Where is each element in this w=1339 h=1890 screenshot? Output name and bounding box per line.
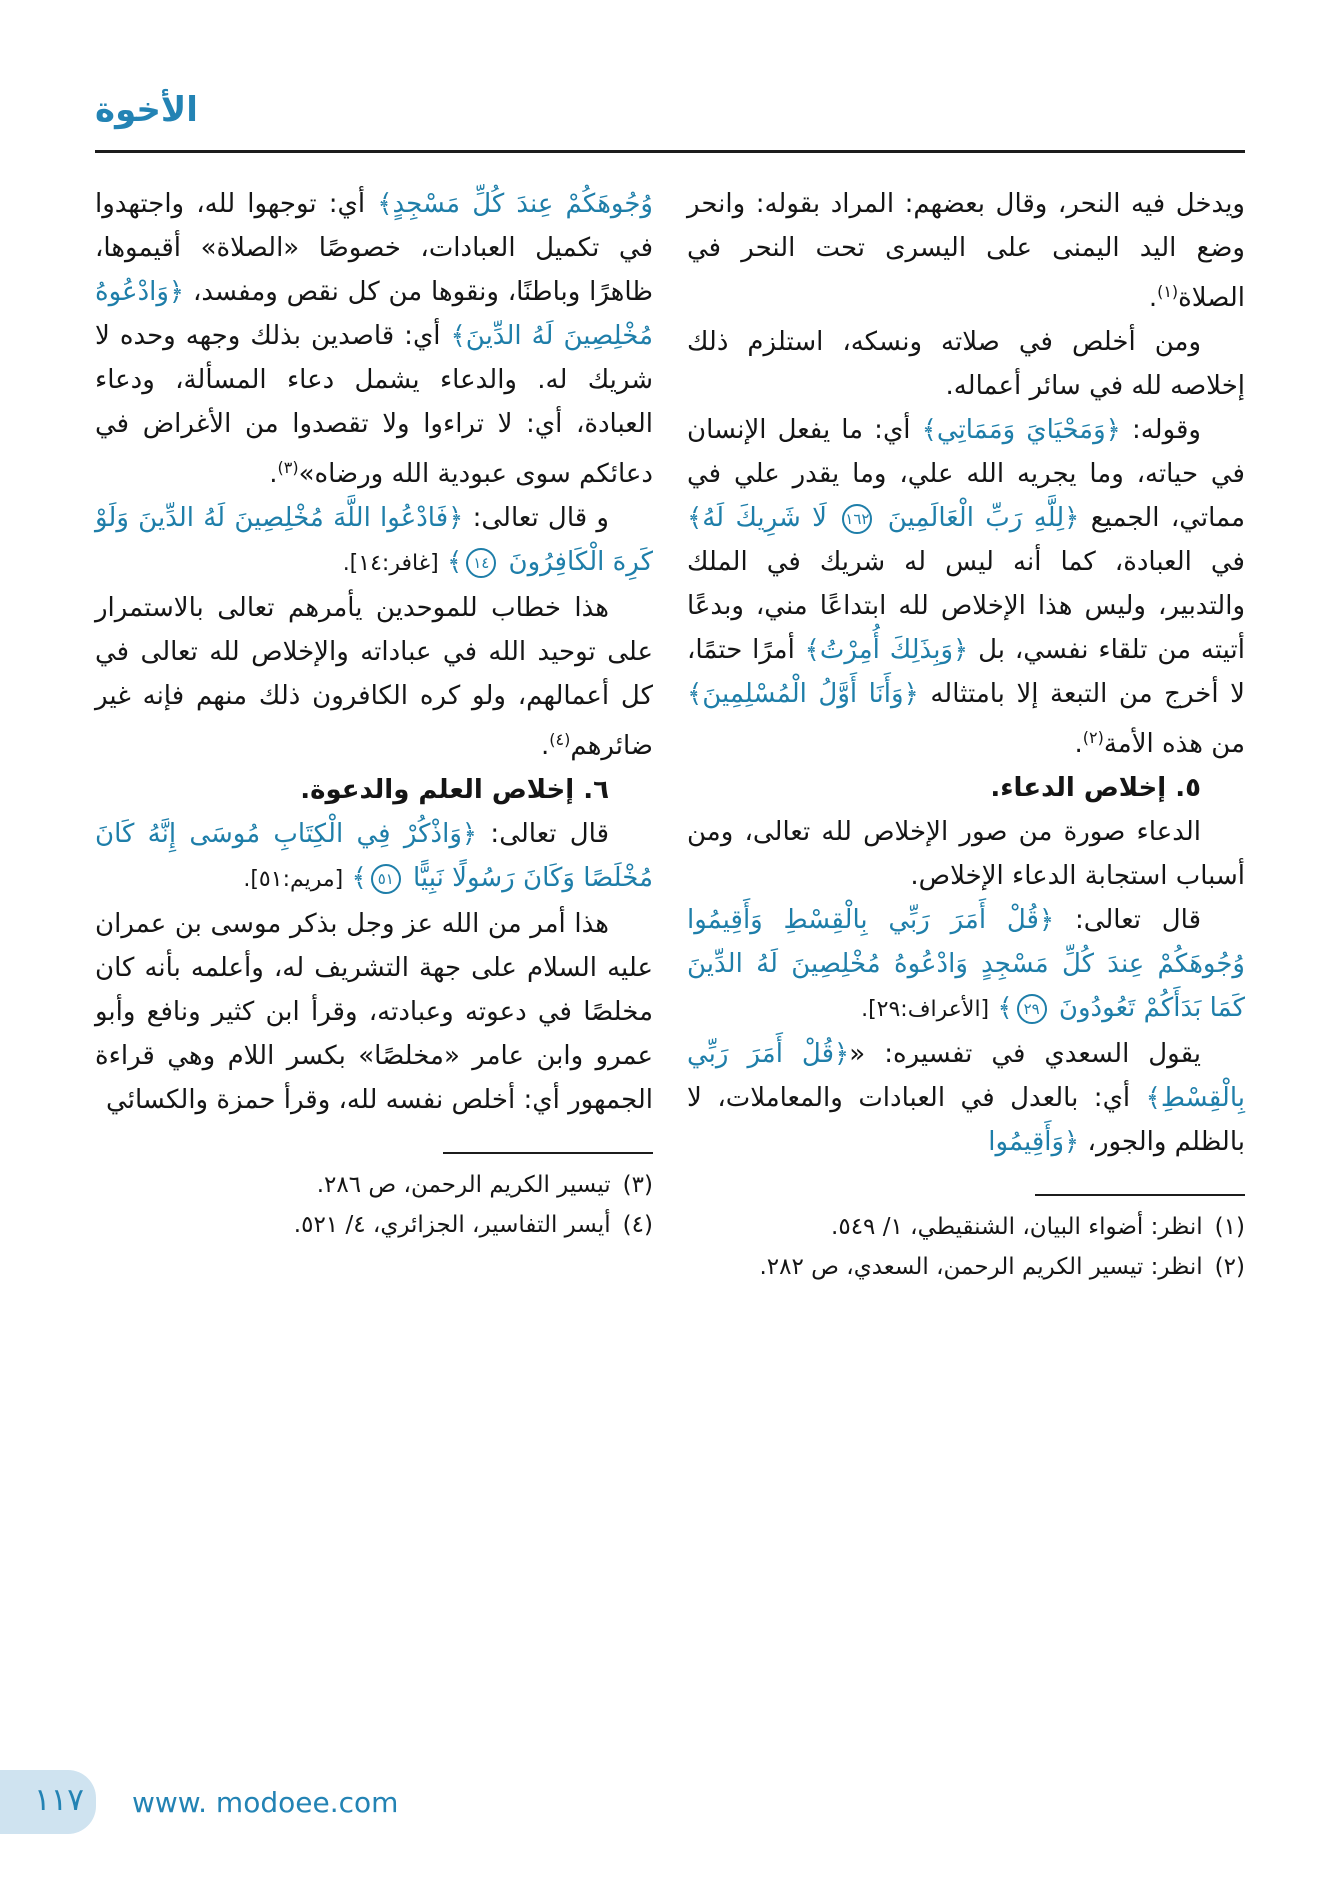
footnote-text: انظر: تيسير الكريم الرحمن، السعدي، ص ٢٨٢. (759, 1254, 1203, 1280)
text-run: هذا أمر من الله عز وجل بذكر موسى بن عمران عليه السلام على جهة التشريف له، وأعلمه بأنه كان مخلصًا في دعوته وعبادته، وقرأ ابن كثير ونافع وأبو عمرو وابن عامر «مخلصًا» بكسر اللام وهي قراءة الجمهور أي: أخلص نفسه لله، وقرأ حمزة والكسائي (95, 909, 653, 1115)
ayah-number: ٢٩ (1017, 994, 1047, 1024)
text-run: أمرًا حتمًا، لا أخرج من التبعة إلا بامتثاله (687, 635, 1245, 709)
text-run: . (541, 731, 550, 761)
paragraph (687, 898, 1245, 1032)
footnote-marker: (٣) (277, 458, 299, 477)
text-run: أي: قاصدين بذلك وجهه وحده لا شريك له. والدعاء يشمل دعاء المسألة، ودعاء العبادة، أي: لا تراءوا ولا تقصدوا من الأغراض في دعائكم سوى عبودية الله ورضاه» (95, 321, 653, 489)
section-heading (95, 768, 653, 812)
text-run (343, 863, 351, 893)
text-run: هذا خطاب للموحدين يأمرهم تعالى بالاستمرار على توحيد الله في عباداته والإخلاص لله تعالى في كل أعمالهم، ولو كره الكافرون ذلك منهم فإنه غير ضائرهم (95, 593, 653, 761)
footnote-marker: (٤) (549, 730, 571, 749)
footnote (95, 1166, 653, 1204)
page-number: ١١٧ (34, 1782, 84, 1818)
text-run: الدعاء صورة من صور الإخلاص لله تعالى، ومن أسباب استجابة الدعاء الإخلاص. (687, 817, 1245, 891)
quran-verse: ﴿وَادْعُوهُ مُخْلِصِينَ لَهُ الدِّينَ﴾ (95, 277, 653, 351)
quran-verse: ﴾ (351, 863, 367, 893)
text-run: ومن أخلص في صلاته ونسكه، استلزم ذلك إخلاصه لله في سائر أعماله. (687, 327, 1245, 401)
quran-verse: ﴿وَأَقِيمُوا (988, 1127, 1080, 1157)
column-body (687, 182, 1245, 1164)
footnote (95, 1206, 653, 1244)
footnote-number: (٢) (1214, 1254, 1245, 1280)
quran-verse: ﴿فَادْعُوا اللَّهَ مُخْلِصِينَ لَهُ الدِّينَ وَلَوْ كَرِهَ الْكَافِرُونَ (95, 503, 653, 577)
quran-verse: وُجُوهَكُمْ عِندَ كُلِّ مَسْجِدٍ﴾ (377, 189, 653, 219)
text-run: قال تعالى: (477, 819, 610, 849)
quran-verse: ﴿قُلْ أَمَرَ رَبِّي بِالْقِسْطِ﴾ (687, 1039, 1245, 1113)
footnote-marker: (٢) (1082, 728, 1104, 747)
footnote-text: انظر: أضواء البيان، الشنقيطي، ١/ ٥٤٩. (831, 1214, 1203, 1240)
footnote-marker: (١) (1157, 282, 1179, 301)
ayah-number: ١٦٢ (842, 504, 872, 534)
text-run: من هذه الأمة (1103, 729, 1245, 759)
quran-verse: ﴾ (997, 993, 1013, 1023)
header-rule (95, 150, 1245, 153)
paragraph (687, 810, 1245, 898)
quran-verse: ﴿وَمَحْيَايَ وَمَمَاتِي﴾ (921, 415, 1121, 445)
footnote (687, 1208, 1245, 1246)
quran-verse: ﴿وَاذْكُرْ فِي الْكِتَابِ مُوسَى إِنَّهُ كَانَ مُخْلَصًا وَكَانَ رَسُولًا نَبِيًّا (95, 819, 653, 893)
footnotes (95, 1166, 653, 1244)
text-run: في العبادة، كما أنه ليس له شريك في الملك والتدبير، وليس هذا الإخلاص لله ابتداعًا مني، وبدعًا أتيته من تلقاء نفسي، بل (687, 547, 1245, 665)
quran-verse: ﴿قُلْ أَمَرَ رَبِّي بِالْقِسْطِ وَأَقِيمُوا وُجُوهَكُمْ عِندَ كُلِّ مَسْجِدٍ وَادْعُوهُ مُخْلِصِينَ لَهُ الدِّينَ كَمَا بَدَأَكُمْ تَعُودُونَ (687, 905, 1245, 1023)
quran-verse: ﴿وَبِذَلِكَ أُمِرْتُ﴾ (804, 635, 969, 665)
paragraph (687, 1032, 1245, 1164)
footnote-number: (١) (1214, 1214, 1245, 1240)
quran-verse: ﴾ (447, 547, 463, 577)
ayah-number: ٥١ (371, 864, 401, 894)
text-run: . (269, 459, 278, 489)
text-run: قال تعالى: (1054, 905, 1201, 935)
footnote-number: (٣) (622, 1172, 653, 1198)
paragraph (95, 182, 653, 496)
paragraph (95, 586, 653, 768)
publisher-logo: الأخوة (95, 90, 198, 130)
website-link[interactable]: www. modoee.com (132, 1786, 399, 1819)
paragraph (95, 812, 653, 902)
footnote-divider (1035, 1194, 1245, 1196)
verse-reference: [غافر:١٤]. (342, 551, 439, 576)
page-body (95, 182, 1245, 1286)
text-run: ٥. إخلاص الدعاء. (990, 773, 1201, 803)
quran-verse: ﴿لِلَّهِ رَبِّ الْعَالَمِينَ (876, 503, 1080, 533)
section-heading (687, 766, 1245, 810)
column-body (95, 182, 653, 1122)
verse-reference: [الأعراف:٢٩]. (861, 997, 990, 1022)
paragraph (687, 320, 1245, 408)
footnote-text: تيسير الكريم الرحمن، ص ٢٨٦. (316, 1172, 611, 1198)
ayah-number: ١٤ (466, 548, 496, 578)
text-run: أي: بالعدل في العبادات والمعاملات، لا بالظلم والجور، (687, 1083, 1245, 1157)
paragraph (95, 902, 653, 1122)
paragraph (687, 408, 1245, 766)
text-run: أي: توجهوا لله، واجتهدوا في تكميل العبادات، خصوصًا «الصلاة» أقيموها، ظاهرًا وباطنًا، ونقوها من كل نقص ومفسد، (95, 189, 653, 307)
text-run: يقول السعدي في تفسيره: « (849, 1039, 1201, 1069)
footnote-text: أيسر التفاسير، الجزائري، ٤/ ٥٢١. (293, 1212, 611, 1238)
verse-reference: [مريم:٥١]. (243, 867, 344, 892)
quran-verse: ﴿وَأَنَا أَوَّلُ الْمُسْلِمِينَ﴾ (687, 679, 919, 709)
text-run: ٦. إخلاص العلم والدعوة. (300, 775, 609, 805)
text-run: و قال تعالى: (463, 503, 609, 533)
footnotes (687, 1208, 1245, 1286)
paragraph (687, 182, 1245, 320)
column-left (95, 182, 653, 1244)
footnote-number: (٤) (622, 1212, 653, 1238)
paragraph (95, 496, 653, 586)
footnote (687, 1248, 1245, 1286)
text-run: أي: ما يفعل الإنسان في حياته، وما يجريه الله علي، وما يقدر علي في مماتي، الجميع (687, 415, 1245, 533)
text-run: . (1148, 283, 1158, 313)
text-run: وقوله: (1120, 415, 1201, 445)
text-run: . (1074, 729, 1083, 759)
text-run (439, 547, 447, 577)
column-right (687, 182, 1245, 1286)
footnote-divider (443, 1152, 653, 1154)
text-run: ويدخل فيه النحر، وقال بعضهم: المراد بقوله: وانحر وضع اليد اليمنى على اليسرى تحت النحر في الصلاة (687, 189, 1245, 313)
quran-verse: لَا شَرِيكَ لَهُ﴾ (687, 503, 839, 533)
